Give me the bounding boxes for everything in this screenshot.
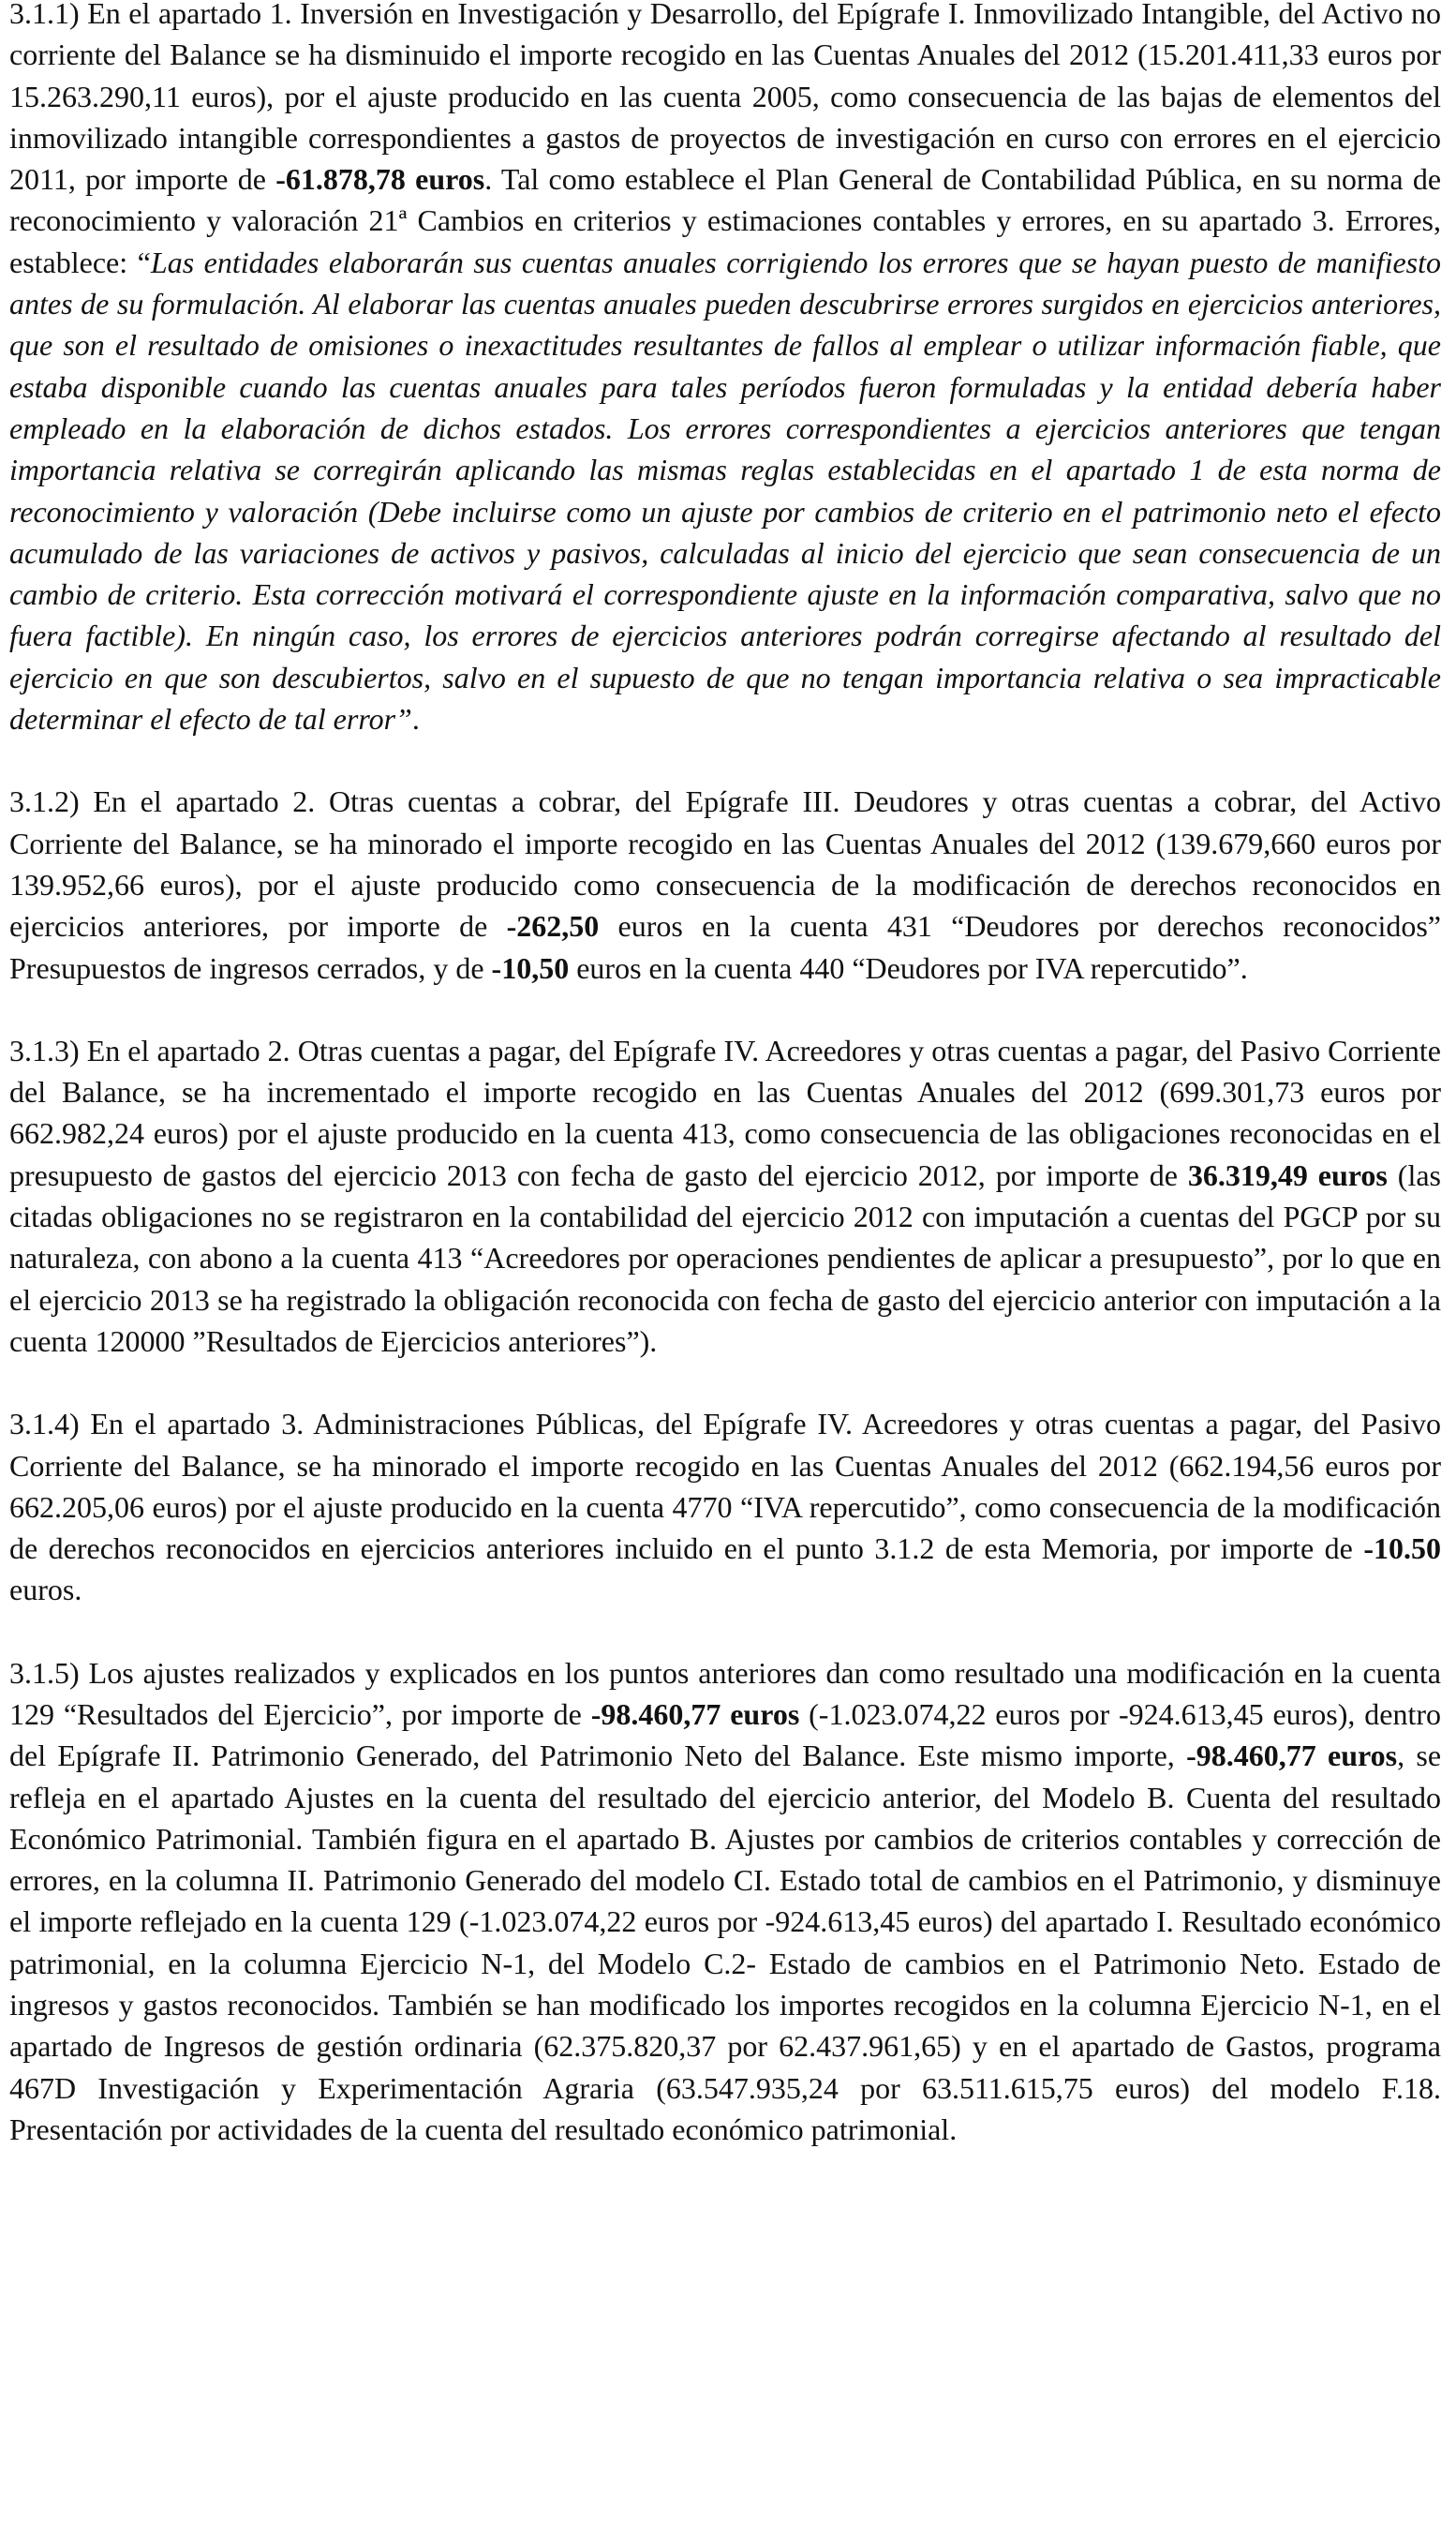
amount-bold: -10.50 [1363,1531,1441,1566]
amount-bold: -61.878,78 euros [275,162,485,197]
paragraph-spacer [9,739,1441,781]
paragraph-text: . [411,702,420,737]
paragraph-3-1-1 [9,0,1441,739]
paragraph-3-1-2 [9,781,1441,988]
paragraph-text: (las citadas obligaciones no se registraron en la contabilidad del ejercicio 2012 con imputación a cuentas del PGCP por su naturaleza, con abono a la cuenta 413 “Acreedores por operaciones pendientes de aplicar a presupuesto”, por lo que en el ejercicio 2013 se ha registrado la obligación reconocida con fecha de gasto del ejercicio anterior con imputación a la cuenta 120000 ”Resultados de Ejercicios anteriores”). [9,1157,1442,1358]
amount-bold: -98.460,77 euros [1186,1739,1398,1773]
paragraph-3-1-5 [9,1652,1441,2151]
amount-bold: -262,50 [506,909,600,944]
paragraph-text: euros en la cuenta 440 “Deudores por IVA repercutido”. [569,950,1248,985]
paragraph-text: (-1.023.074,22 euros por -924.613,45 euros), dentro del Epígrafe II. Patrimonio Generado, del Patrimonio Neto del Balance. Este mismo importe, [9,1696,1442,1773]
paragraph-spacer [9,1362,1441,1403]
paragraph-spacer [9,989,1441,1030]
paragraph-text: euros en la cuenta 431 “Deudores por derechos reconocidos” Presupuestos de ingresos cerrados, y de [9,909,1442,985]
quoted-norm-italic: Las entidades elaborarán sus cuentas anuales corrigiendo los errores que se hayan puesto de manifiesto antes de su formulación. Al elaborar las cuentas anuales pueden descubrirse errores surgidos en ejercicios anteriores, que son el resultado de omisiones o inexactitudes resultantes de fallos al emplear o utilizar información fiable, que estaba disponible cuando las cuentas anuales para tales períodos fueron formuladas y la entidad debería haber empleado en la elaboración de dichos estados. Los errores correspondientes a ejercicios anteriores que tengan importancia relativa se corregirán aplicando las mismas reglas establecidas en el apartado 1 de esta norma de reconocimiento y valoración (Debe incluirse como un ajuste por cambios de criterio en el patrimonio neto el efecto acumulado de las variaciones de activos y pasivos, calculadas al inicio del ejercicio que sean consecuencia de un cambio de criterio. Esta corrección motivará el correspondiente ajuste en la información comparativa, salvo que no fuera factible). En ningún caso, los errores de ejercicios anteriores podrán corregirse afectando al resultado del ejercicio en que son descubiertos, salvo en el supuesto de que no tengan importancia relativa o sea impracticable determinar el efecto de tal error” [9,245,1442,737]
paragraph-text: 3.1.2) En el apartado 2. Otras cuentas a cobrar, del Epígrafe III. Deudores y otras cuentas a cobrar, del Activo Corriente del Balance, se ha minorado el importe recogido en las Cuentas Anuales del 2012 (139.679,660 euros por 139.952,66 euros), por el ajuste producido como consecuencia de la modificación de derechos reconocidos en ejercicios anteriores, por importe de [9,784,1441,944]
paragraph-text: 3.1.1) En el apartado 1. Inversión en Investigación y Desarrollo, del Epígrafe I. Inmovilizado Intangible, del Activo no corriente del Balance se ha disminuido el importe recogido en las Cuentas Anuales del 2012 (15.201.411,33 euros por 15.263.290,11 euros), por el ajuste producido en las cuenta 2005, como consecuencia de las bajas de elementos del inmovilizado intangible correspondientes a gastos de proyectos de investigación en curso con errores en el ejercicio 2011, por importe de [9,0,1441,197]
paragraph-3-1-3 [9,1030,1441,1362]
paragraph-text: 3.1.3) En el apartado 2. Otras cuentas a pagar, del Epígrafe IV. Acreedores y otras cuentas a pagar, del Pasivo Corriente del Balance, se ha incrementado el importe recogido en las Cuentas Anuales del 2012 (699.301,73 euros por 662.982,24 euros) por el ajuste producido en la cuenta 413, como consecuencia de las obligaciones reconocidas en el presupuesto de gastos del ejercicio 2013 con fecha de gasto del ejercicio 2012, por importe de [9,1033,1441,1192]
paragraph-text: , se refleja en el apartado Ajustes en la cuenta del resultado del ejercicio anterior, del Modelo B. Cuenta del resultado Económico Patrimonial. También figura en el apartado B. Ajustes por cambios de criterios contables y corrección de errores, en la columna II. Patrimonio Generado del modelo CI. Estado total de cambios en el Patrimonio, y disminuye el importe reflejado en la cuenta 129 (-1.023.074,22 euros por -924.613,45 euros) del apartado I. Resultado económico patrimonial, en la columna Ejercicio N-1, del Modelo C.2- Estado de cambios en el Patrimonio Neto. Estado de ingresos y gastos reconocidos. También se han modificado los importes recogidos en la columna Ejercicio N-1, en el apartado de Ingresos de gestión ordinaria (62.375.820,37 por 62.437.961,65) y en el apartado de Gastos, programa 467D Investigación y Experimentación Agraria (63.547.935,24 por 63.511.615,75 euros) del modelo F.18. Presentación por actividades de la cuenta del resultado económico patrimonial. [9,1739,1442,2146]
paragraph-text: euros. [9,1573,82,1607]
paragraph-text: 3.1.4) En el apartado 3. Administraciones Públicas, del Epígrafe IV. Acreedores y otras cuentas a pagar, del Pasivo Corriente del Balance, se ha minorado el importe recogido en las Cuentas Anuales del 2012 (662.194,56 euros por 662.205,06 euros) por el ajuste producido en la cuenta 4770 “IVA repercutido”, como consecuencia de la modificación de derechos reconocidos en ejercicios anteriores incluido en el punto 3.1.2 de esta Memoria, por importe de [9,1407,1441,1566]
paragraph-text: . Tal como establece el Plan General de Contabilidad Pública, en su norma de reconocimiento y valoración 21ª Cambios en criterios y estimaciones contables y errores, en su apartado 3. Errores, establece: “ [9,162,1442,279]
paragraph-spacer [9,1611,1441,1652]
amount-bold: -10,50 [491,950,570,985]
paragraph-text: 3.1.5) Los ajustes realizados y explicados en los puntos anteriores dan como resultado una modificación en la cuenta 129 “Resultados del Ejercicio”, por importe de [9,1655,1441,1731]
paragraph-3-1-4 [9,1403,1441,1610]
amount-bold: 36.319,49 euros [1187,1157,1388,1192]
amount-bold: -98.460,77 euros [590,1696,800,1731]
